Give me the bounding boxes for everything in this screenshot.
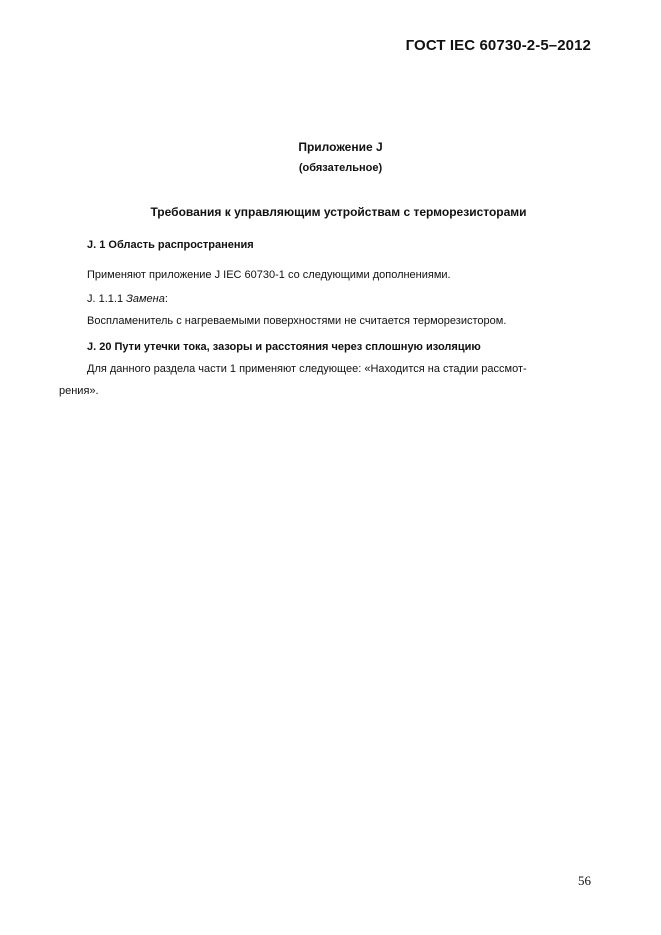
section-j20-body-line2: рения». xyxy=(59,385,99,397)
section-j1-title: J. 1 Область распространения xyxy=(87,239,254,251)
clause-j111-colon: : xyxy=(164,293,168,305)
section-j20-body-line1: Для данного раздела части 1 применяют следующее: «Находится на стадии рассмот- xyxy=(87,363,527,375)
clause-j111-body: Воспламенитель с нагреваемыми поверхностями не считается терморезистором. xyxy=(87,315,507,327)
section-j20-title: J. 20 Пути утечки тока, зазоры и расстояния через сплошную изоляцию xyxy=(87,341,481,353)
annex-status: (обязательное) xyxy=(298,162,383,174)
annex-heading: Требования к управляющим устройствам с терморезисторами xyxy=(150,205,527,219)
clause-j111-label: Замена xyxy=(126,293,165,305)
page-number: 56 xyxy=(578,873,591,888)
clause-j111-number: J. 1.1.1 xyxy=(87,293,127,305)
clause-j111 xyxy=(87,293,168,305)
annex-title: Приложение J xyxy=(298,140,383,154)
standard-number: ГОСТ IEC 60730-2-5–2012 xyxy=(405,37,591,54)
section-j1-body: Применяют приложение J IEC 60730-1 со следующими дополнениями. xyxy=(87,269,451,281)
